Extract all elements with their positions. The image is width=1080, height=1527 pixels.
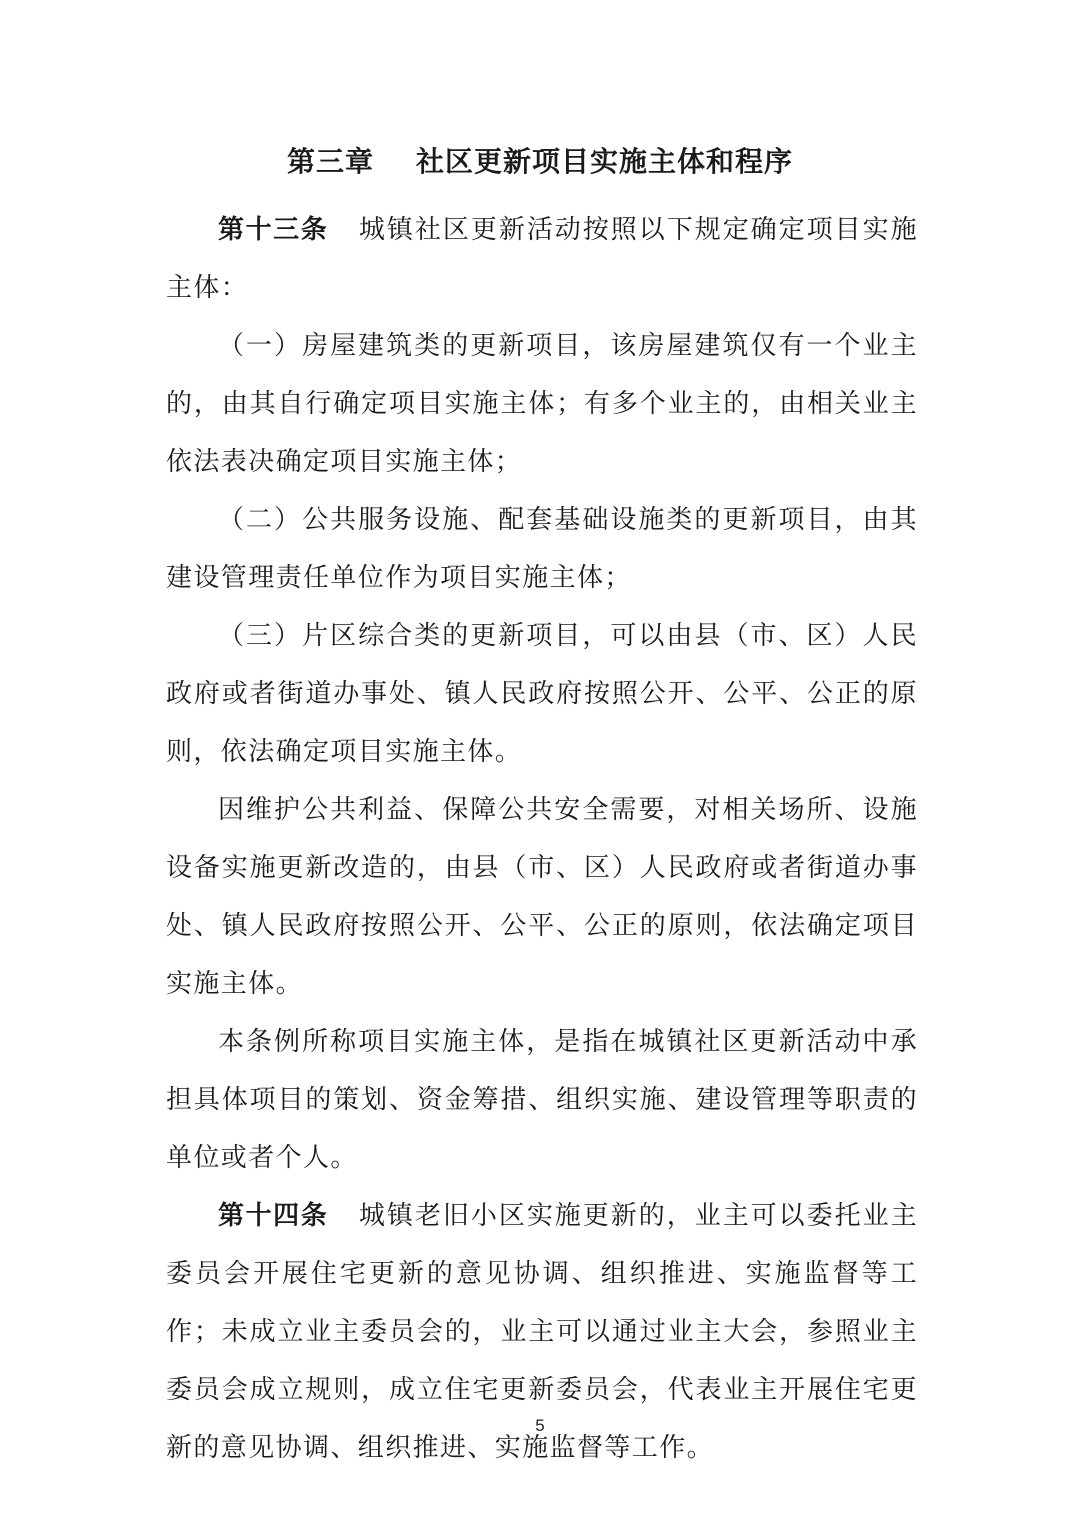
article-13-item-1: （一）房屋建筑类的更新项目，该房屋建筑仅有一个业主的，由其自行确定项目实施主体；有多个业主的，由相关业主依法表决确定项目实施主体； [166, 331, 918, 477]
article-14-label: 第十四条 [218, 1201, 329, 1231]
document-body [166, 201, 918, 1477]
article-13-intro [166, 201, 918, 317]
article-13-item-3: （三）片区综合类的更新项目，可以由县（市、区）人民政府或者街道办事处、镇人民政府按照公开、公平、公正的原则，依法确定项目实施主体。 [166, 621, 918, 767]
chapter-heading [0, 140, 1080, 184]
page-number: 5 [535, 1416, 545, 1435]
article-13-paragraph-2: 因维护公共利益、保障公共安全需要，对相关场所、设施设备实施更新改造的，由县（市、区）人民政府或者街道办事处、镇人民政府按照公开、公平、公正的原则，依法确定项目实施主体。 [166, 795, 918, 999]
article-13-paragraph-3: 本条例所称项目实施主体，是指在城镇社区更新活动中承担具体项目的策划、资金筹措、组织实施、建设管理等职责的单位或者个人。 [166, 1027, 918, 1173]
chapter-title: 社区更新项目实施主体和程序 [416, 145, 794, 178]
article-14-text: 城镇老旧小区实施更新的，业主可以委托业主委员会开展住宅更新的意见协调、组织推进、实施监督等工作；未成立业主委员会的，业主可以通过业主大会，参照业主委员会成立规则，成立住宅更新委员会，代表业主开展住宅更新的意见协调、组织推进、实施监督等工作。 [166, 1201, 918, 1463]
article-13-item-2: （二）公共服务设施、配套基础设施类的更新项目，由其建设管理责任单位作为项目实施主体； [166, 505, 918, 593]
article-13-intro-text: 城镇社区更新活动按照以下规定确定项目实施主体： [166, 215, 918, 303]
chapter-number: 第三章 [286, 145, 374, 178]
article-13-label: 第十三条 [218, 215, 329, 245]
